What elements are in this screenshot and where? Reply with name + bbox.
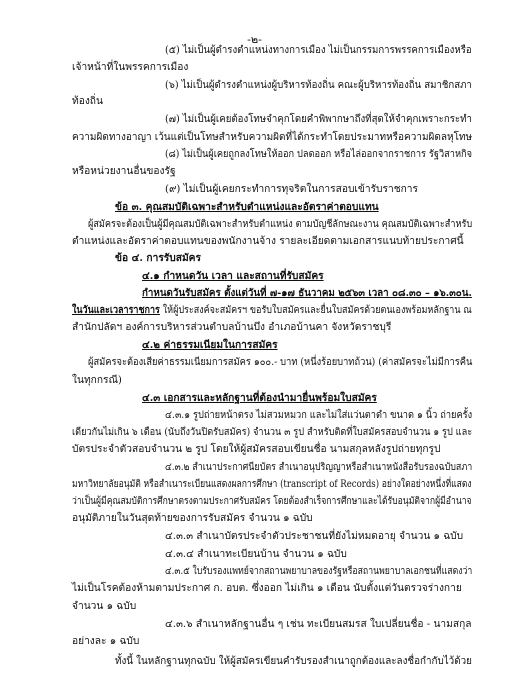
text-line: กำหนดวันรับสมัคร ตั้งแต่วันที่ ๗-๑๗ ธันวาคม ๒๕๖๓ เวลา ๐๘.๓๐ – ๑๖.๓๐น. bbox=[142, 287, 472, 299]
text-line: อย่างละ ๑ ฉบับ bbox=[72, 636, 140, 647]
text-line: ผู้สมัครจะต้องเสียค่าธรรมเนียมการสมัคร ๑๐๐.- บาท (หนึ่งร้อยบาทถ้วน) (ค่าสมัครจะไม่มีการคืน bbox=[88, 357, 473, 368]
text-line: ๔.๓ เอกสารและหลักฐานที่ต้องนำมายื่นพร้อมใบสมัคร bbox=[142, 392, 377, 404]
text-line: ข้อ ๔. การรับสมัคร bbox=[115, 252, 201, 264]
text-line: ตำแหน่งและอัตราค่าตอบแทนของพนักงานจ้าง รายละเอียดตามเอกสารแนบท้ายประกาศนี้ bbox=[72, 236, 464, 247]
text-line: (๙) ไม่เป็นผู้เคยกระทำการทุจริตในการสอบเข้ารับราชการ bbox=[165, 184, 418, 195]
text-line: มหาวิทยาลัยอนุมัติ หรือสำเนาระเบียนแสดงผลการศึกษา (transcript of Records) อย่างใดอย่างหนึ่งที่แสดง bbox=[72, 479, 472, 490]
text-line bbox=[72, 304, 472, 317]
text-line: เดียวกันไม่เกิน ๖ เดือน (นับถึงวันปิดรับสมัคร) จำนวน ๓ รูป สำหรับติดที่ใบสมัครสอบจำนวน ๑ รูป และ bbox=[72, 427, 473, 438]
text-line: ๔.๓.๓ สำเนาบัตรประจำตัวประชาชนที่ยังไม่หมดอายุ จำนวน ๑ ฉบับ bbox=[165, 531, 464, 542]
text-line: ว่าเป็นผู้มีคุณสมบัติการศึกษาตรงตามประกาศรับสมัคร โดยต้องสำเร็จการศึกษาและได้รับอนุมัติจากผู้มีอำนาจ bbox=[72, 496, 472, 507]
text-line: ๔.๓.๒ สำเนาประกาศนียบัตร สำเนาอนุปริญญาหรือสำเนาหนังสือรับรองฉบับสภา bbox=[165, 462, 473, 473]
page-number: -๒- bbox=[247, 33, 262, 46]
text-line: ๔.๓.๑ รูปถ่ายหน้าตรง ไม่สวมหมวก และไม่ใส่แว่นตาดำ ขนาด ๑ นิ้ว ถ่ายครั้ง bbox=[165, 410, 473, 421]
text-line: ข้อ ๓. คุณสมบัติเฉพาะสำหรับตำแหน่งและอัตราค่าตอบแทน bbox=[115, 201, 379, 213]
text-line: ๔.๒ ค่าธรรมเนียมในการสมัคร bbox=[142, 339, 278, 351]
text-line: ๔.๓.๖ สำเนาหลักฐานอื่น ๆ เช่น ทะเบียนสมรส ใบเปลี่ยนชื่อ - นามสกุล bbox=[165, 619, 472, 630]
text-line: (๘) ไม่เป็นผู้เคยถูกลงโทษให้ออก ปลดออก หรือไล่ออกจากราชการ รัฐวิสาหกิจ bbox=[165, 149, 473, 160]
text-line: ๔.๓.๔ สำเนาทะเบียนบ้าน จำนวน ๑ ฉบับ bbox=[165, 549, 347, 560]
text-line: สำนักปลัดฯ องค์การบริหารส่วนตำบลบ้านบึง อำเภอบ้านคา จังหวัดราชบุรี bbox=[72, 322, 392, 333]
text-line: อนุมัติภายในวันสุดท้ายของการรับสมัคร จำนวน ๑ ฉบับ bbox=[72, 513, 313, 524]
text-line: ๔.๑ กำหนดวัน เวลา และสถานที่รับสมัคร bbox=[142, 270, 324, 282]
text-line: ผู้สมัครจะต้องเป็นผู้มีคุณสมบัติเฉพาะสำหรับตำแหน่ง ตามบัญชีลักษณะงาน คุณสมบัติเฉพาะสำหรับ bbox=[88, 219, 473, 230]
text-line: ไม่เป็นโรคต้องห้ามตามประกาศ ก. อบต. ซึ่งออก ไม่เกิน ๑ เดือน นับตั้งแต่วันตรวจร่างกาย bbox=[72, 583, 462, 594]
text-line: ความผิดทางอาญา เว้นแต่เป็นโทษสำหรับความผิดที่ได้กระทำโดยประมาทหรือความผิดลหุโทษ bbox=[72, 132, 473, 143]
text-line: (๖) ไม่เป็นผู้ดำรงตำแหน่งผู้บริหารท้องถิ่น คณะผู้บริหารท้องถิ่น สมาชิกสภา bbox=[165, 80, 472, 91]
text-line: ในทุกกรณี) bbox=[72, 375, 122, 386]
text-line: เจ้าหน้าที่ในพรรคการเมือง bbox=[72, 62, 189, 73]
text-line: หรือหน่วยงานอื่นของรัฐ bbox=[72, 166, 176, 177]
text-line: จำนวน ๑ ฉบับ bbox=[72, 601, 137, 612]
text-line-emphasis: ในวันและเวลาราชการ bbox=[72, 304, 160, 316]
text-line-rest: ให้ผู้ประสงค์จะสมัครฯ ขอรับใบสมัครและยื่นใบสมัครด้วยตนเองพร้อมหลักฐาน ณ bbox=[159, 305, 472, 316]
text-line: บัตรประจำตัวสอบจำนวน ๒ รูป โดยให้ผู้สมัครสอบเขียนชื่อ นามสกุลหลังรูปถ่ายทุกรูป bbox=[72, 444, 441, 455]
text-line: ทั้งนี้ ในหลักฐานทุกฉบับ ให้ผู้สมัครเขียนคำรับรองสำเนาถูกต้องและลงชื่อกำกับไว้ด้วย bbox=[115, 656, 472, 667]
text-line: ท้องถิ่น bbox=[72, 96, 103, 107]
text-line: (๕) ไม่เป็นผู้ดำรงตำแหน่งทางการเมือง ไม่เป็นกรรมการพรรคการเมืองหรือ bbox=[165, 45, 472, 56]
text-line: (๗) ไม่เป็นผู้เคยต้องโทษจำคุกโดยคำพิพากษาถึงที่สุดให้จำคุกเพราะกระทำ bbox=[165, 114, 472, 125]
text-line: ๔.๓.๕ ใบรับรองแพทย์จากสถานพยาบาลของรัฐหรือสถานพยาบาลเอกชนที่แสดงว่า bbox=[165, 566, 473, 577]
